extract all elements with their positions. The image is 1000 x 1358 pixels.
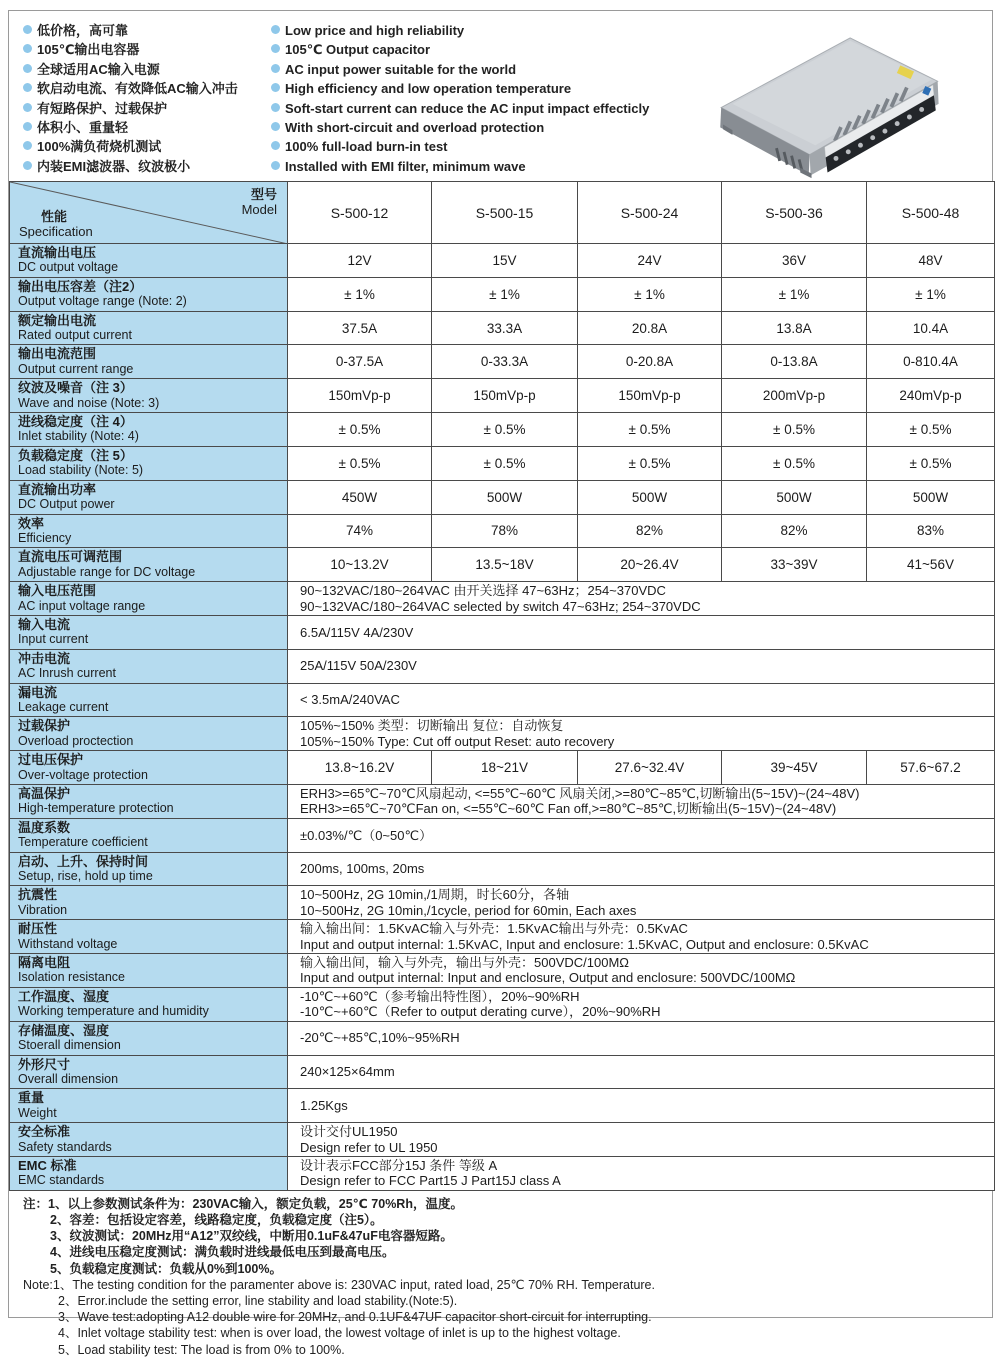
model-label-en: Model [241, 202, 277, 217]
value-cell: ± 0.5% [578, 413, 722, 447]
table-row [10, 514, 995, 548]
feature-item [23, 118, 271, 137]
note-line: Note:1、The testing condition for the paramenter above is: 230VAC input, rated load, 25℃ 70% RH. Temperature. [23, 1277, 655, 1292]
page-frame [8, 10, 993, 1357]
model-column-header: S-500-48 [867, 182, 995, 244]
row-label [10, 683, 288, 717]
value-cell: 37.5A [288, 311, 432, 345]
row-label-en: Weight [18, 1105, 57, 1120]
row-label-en: AC input voltage range [18, 598, 146, 613]
row-label-en: Rated output current [18, 328, 132, 343]
row-label-cn: 重量 [18, 1090, 45, 1106]
row-label-en: Overload proctection [18, 733, 134, 748]
row-label-cn: 漏电流 [18, 684, 58, 700]
span-value-line: 90~132VAC/180~264VAC 由开关选择 47~63Hz；254~370VDC [300, 583, 666, 599]
value-cell: ± 0.5% [722, 446, 867, 480]
row-label-en: DC Output power [18, 497, 115, 512]
row-label-cn: 外形尺寸 [18, 1056, 71, 1072]
table-row [10, 920, 995, 954]
value-cell: 500W [722, 480, 867, 514]
value-cell: ± 0.5% [432, 446, 578, 480]
feature-text: Soft-start current can reduce the AC input impact effecticly [285, 100, 650, 116]
value-cell: 0-37.5A [288, 345, 432, 379]
value-cell: ± 1% [722, 277, 867, 311]
value-cell: 83% [867, 514, 995, 548]
value-cell: 0-13.8A [722, 345, 867, 379]
model-column-header: S-500-36 [722, 182, 867, 244]
row-label [10, 615, 288, 649]
table-row [10, 649, 995, 683]
span-value-line: 输入输出间：1.5KvAC输入与外壳：1.5KvAC输出与外壳：0.5KvAC [300, 921, 688, 937]
note-line: 4、进线电压稳定度测试：满负载时进线最低电压到最高电压。 [50, 1245, 395, 1260]
table-row [10, 1089, 995, 1123]
row-label [10, 886, 288, 920]
feature-text: Installed with EMI filter, minimum wave [285, 158, 526, 174]
bullet-icon [23, 64, 32, 73]
row-label-cn: 抗震性 [18, 887, 58, 903]
row-label-en: Output current range [18, 361, 134, 376]
spec-table-body [10, 244, 995, 1191]
span-value-cell [288, 954, 995, 988]
row-label-en: Safety standards [18, 1139, 112, 1154]
row-label [10, 514, 288, 548]
span-value-line: Input and output internal: Input and enclosure, Output and enclosure: 500VDC/100MΩ [300, 970, 796, 986]
value-cell: 74% [288, 514, 432, 548]
note-line: 5、负载稳定度测试：负载从0%到100%。 [50, 1261, 282, 1276]
span-value-cell [288, 1055, 995, 1089]
row-label-cn: 直流输出功率 [18, 481, 97, 497]
row-label-cn: 纹波及噪音（注 3） [18, 380, 133, 396]
row-label [10, 277, 288, 311]
value-cell: 15V [432, 244, 578, 278]
feature-text: 105℃ Output capacitor [285, 42, 431, 58]
span-value-line: ±0.03%/℃（0~50℃） [300, 827, 433, 843]
row-label [10, 244, 288, 278]
table-row [10, 717, 995, 751]
row-label [10, 785, 288, 819]
value-cell: 20.8A [578, 311, 722, 345]
row-label-cn: 冲击电流 [18, 650, 71, 666]
span-value-line: 90~132VAC/180~264VAC selected by switch 47~63Hz; 254~370VDC [300, 598, 701, 614]
value-cell: 10~13.2V [288, 548, 432, 582]
row-label-cn: 过电压保护 [18, 752, 84, 768]
row-label [10, 413, 288, 447]
row-label-en: DC output voltage [18, 260, 119, 275]
row-label-cn: 效率 [18, 515, 45, 531]
row-label [10, 1123, 288, 1157]
row-label-en: Load stability (Note: 5) [18, 463, 144, 478]
note-line: 2、Error.include the setting error, line stability and load stability.(Note:5). [58, 1293, 458, 1308]
model-label-cn: 型号 [250, 187, 277, 202]
row-label [10, 582, 288, 616]
row-label-en: Adjustable range for DC voltage [18, 564, 196, 579]
value-cell: 24V [578, 244, 722, 278]
row-label-cn: 温度系数 [18, 819, 71, 835]
spec-label-en: Specification [19, 224, 93, 239]
feature-text: With short-circuit and overload protection [285, 120, 545, 136]
feature-text: High efficiency and low operation temperature [285, 81, 572, 97]
bullet-icon [23, 83, 32, 92]
span-value-line: ERH3>=65℃~70℃风扇起动, <=55℃~60℃ 风扇关闭,>=80℃~85℃,切断输出(5~15V)~(24~48V) [300, 786, 860, 801]
feature-text: 体积小、重量轻 [37, 120, 129, 136]
table-row [10, 1021, 995, 1055]
feature-text: 全球适用AC输入电源 [37, 61, 160, 77]
row-label-en: EMC standards [18, 1173, 105, 1188]
bullet-icon [271, 141, 280, 150]
span-value-cell [288, 615, 995, 649]
row-label [10, 480, 288, 514]
row-label-cn: EMC 标准 [18, 1157, 77, 1173]
table-header-row [10, 182, 995, 244]
spec-label-cn: 性能 [41, 209, 68, 224]
feature-item [23, 60, 271, 79]
bullet-icon [271, 25, 280, 34]
span-value-line: Design refer to UL 1950 [300, 1139, 438, 1155]
value-cell: 27.6~32.4V [578, 751, 722, 785]
span-value-cell [288, 649, 995, 683]
feature-list-cn [23, 21, 271, 181]
span-value-line: 输入输出间，输入与外壳，输出与外壳：500VDC/100MΩ [300, 955, 629, 971]
bullet-icon [23, 141, 32, 150]
feature-item [23, 21, 271, 40]
bullet-icon [271, 122, 280, 131]
row-label-en: High-temperature protection [18, 801, 174, 816]
feature-item [271, 21, 686, 40]
feature-item [271, 79, 686, 98]
row-label-cn: 进线稳定度（注 4） [18, 414, 133, 430]
note-line: 3、纹波测试：20MHz用“A12”双绞线，中断用0.1uF&47uF电容器短路。 [50, 1229, 453, 1244]
table-row [10, 582, 995, 616]
value-cell: 13.5~18V [432, 548, 578, 582]
table-row [10, 785, 995, 819]
table-row [10, 1156, 995, 1190]
feature-item [271, 99, 686, 118]
value-cell: ± 0.5% [578, 446, 722, 480]
table-row [10, 277, 995, 311]
value-cell: 0-33.3A [432, 345, 578, 379]
row-label-en: Setup, rise, hold up time [18, 869, 153, 884]
table-row [10, 345, 995, 379]
span-value-cell [288, 1089, 995, 1123]
value-cell: ± 0.5% [288, 413, 432, 447]
value-cell: 20~26.4V [578, 548, 722, 582]
value-cell: 39~45V [722, 751, 867, 785]
span-value-line: 1.25Kgs [300, 1098, 348, 1114]
feature-text: 软启动电流、有效降低AC输入冲击 [37, 81, 238, 97]
row-label-cn: 直流输出电压 [18, 245, 97, 260]
row-label-en: Overall dimension [18, 1071, 119, 1086]
model-column-header: S-500-12 [288, 182, 432, 244]
row-label [10, 446, 288, 480]
row-label-en: Temperature coefficient [18, 835, 148, 850]
row-label-en: Stoerall dimension [18, 1038, 121, 1053]
bullet-icon [23, 44, 32, 53]
value-cell: 240mVp-p [867, 379, 995, 413]
table-row [10, 480, 995, 514]
feature-item [23, 157, 271, 176]
value-cell: 500W [867, 480, 995, 514]
table-row [10, 413, 995, 447]
row-label [10, 717, 288, 751]
span-value-line: 200ms, 100ms, 20ms [300, 861, 425, 877]
span-value-line: 105%~150% 类型：切断输出 复位：自动恢复 [300, 718, 564, 734]
value-cell: 13.8~16.2V [288, 751, 432, 785]
row-label-en: Vibration [18, 902, 68, 917]
feature-text: 有短路保护、过载保护 [37, 100, 168, 116]
value-cell: 82% [578, 514, 722, 548]
row-label-cn: 输入电压范围 [18, 583, 97, 599]
row-label-cn: 高温保护 [18, 786, 71, 801]
value-cell: 41~56V [867, 548, 995, 582]
row-label-cn: 安全标准 [18, 1124, 71, 1140]
power-supply-photo [686, 21, 986, 181]
feature-item [23, 137, 271, 156]
value-cell: ± 0.5% [867, 446, 995, 480]
row-label-cn: 输入电流 [18, 616, 71, 632]
bullet-icon [271, 161, 280, 170]
row-label-cn: 启动、上升、保持时间 [18, 853, 149, 869]
span-value-cell [288, 818, 995, 852]
table-row [10, 379, 995, 413]
bullet-icon [271, 64, 280, 73]
row-label-cn: 额定输出电流 [18, 312, 97, 328]
value-cell: 0-20.8A [578, 345, 722, 379]
span-value-cell [288, 785, 995, 819]
feature-item [271, 157, 686, 176]
value-cell: 57.6~67.2 [867, 751, 995, 785]
table-row [10, 615, 995, 649]
value-cell: 0-810.4A [867, 345, 995, 379]
model-column-header: S-500-24 [578, 182, 722, 244]
bullet-icon [271, 103, 280, 112]
features-section [9, 11, 992, 181]
table-row [10, 751, 995, 785]
power-supply-image [686, 21, 986, 181]
row-label [10, 954, 288, 988]
feature-text: 内装EMI滤波器、纹波极小 [37, 158, 191, 174]
note-line: 2、容差：包括设定容差，线路稳定度，负载稳定度（注5）。 [50, 1212, 383, 1227]
spec-table [9, 181, 995, 1191]
span-value-line: 设计表示FCC部分15J 条件 等级 A [300, 1157, 498, 1173]
note-line: 5、Load stability test: The load is from 0% to 100%. [58, 1342, 345, 1357]
span-value-line: 10~500Hz, 2G 10min,/1cycle, period for 60min, Each axes [300, 902, 637, 918]
feature-item [271, 137, 686, 156]
span-value-line: -10℃~+60℃（参考输出特性图），20%~90%RH [300, 988, 580, 1004]
span-value-line: 240×125×64mm [300, 1064, 395, 1080]
value-cell: 78% [432, 514, 578, 548]
span-value-cell [288, 987, 995, 1021]
feature-text: AC input power suitable for the world [285, 61, 517, 77]
row-label [10, 1021, 288, 1055]
table-row [10, 818, 995, 852]
row-label [10, 649, 288, 683]
span-value-line: ERH3>=65℃~70℃Fan on, <=55℃~60℃ Fan off,>=80℃~85℃,切断输出(5~15V)~(24~48V) [300, 801, 837, 817]
row-label-en: Leakage current [18, 699, 109, 714]
span-value-cell [288, 852, 995, 886]
row-label [10, 1055, 288, 1089]
table-row [10, 987, 995, 1021]
bullet-icon [23, 122, 32, 131]
row-label [10, 1156, 288, 1190]
note-line: 4、Inlet voltage stability test: when is over load, the lowest voltage of inlet is up to the highest voltage. [58, 1326, 621, 1341]
feature-item [23, 40, 271, 59]
table-row [10, 446, 995, 480]
table-row [10, 244, 995, 278]
table-row [10, 1055, 995, 1089]
value-cell: 13.8A [722, 311, 867, 345]
value-cell: ± 0.5% [288, 446, 432, 480]
span-value-line: 105%~150% Type: Cut off output Reset: auto recovery [300, 733, 615, 749]
row-label-cn: 输出电压容差（注2） [18, 278, 143, 294]
span-value-line: 6.5A/115V 4A/230V [300, 624, 414, 640]
spec-axis-label [19, 209, 93, 239]
feature-text: Low price and high reliability [285, 23, 465, 38]
value-cell: 450W [288, 480, 432, 514]
row-label-en: Withstand voltage [18, 936, 118, 951]
table-row [10, 886, 995, 920]
value-cell: 150mVp-p [578, 379, 722, 413]
value-cell: 12V [288, 244, 432, 278]
bullet-icon [271, 83, 280, 92]
row-label [10, 818, 288, 852]
value-cell: 150mVp-p [288, 379, 432, 413]
span-value-cell [288, 1156, 995, 1190]
span-value-cell [288, 582, 995, 616]
row-label-en: Inlet stability (Note: 4) [18, 429, 139, 444]
value-cell: 36V [722, 244, 867, 278]
row-label-cn: 工作温度、湿度 [18, 988, 110, 1004]
span-value-line: 25A/115V 50A/230V [300, 658, 417, 674]
bullet-icon [23, 103, 32, 112]
span-value-line: -20℃~+85℃,10%~95%RH [300, 1030, 460, 1046]
value-cell: 48V [867, 244, 995, 278]
table-row [10, 954, 995, 988]
value-cell: 500W [578, 480, 722, 514]
value-cell: ± 0.5% [722, 413, 867, 447]
value-cell: ± 1% [578, 277, 722, 311]
row-label-en: Input current [18, 632, 89, 647]
value-cell: 150mVp-p [432, 379, 578, 413]
table-row [10, 852, 995, 886]
span-value-cell [288, 920, 995, 954]
row-label [10, 548, 288, 582]
note-line: 注：1、以上参数测试条件为：230VAC输入，额定负载，25℃ 70%Rh，温度。 [23, 1196, 463, 1211]
span-value-line: 10~500Hz, 2G 10min,/1周期，时长60分，各轴 [300, 887, 570, 903]
value-cell: 200mVp-p [722, 379, 867, 413]
span-value-line: < 3.5mA/240VAC [300, 692, 400, 708]
row-label-cn: 过载保护 [18, 718, 71, 734]
row-label [10, 987, 288, 1021]
row-label [10, 345, 288, 379]
value-cell: ± 0.5% [432, 413, 578, 447]
notes-section [9, 1191, 992, 1358]
span-value-line: -10℃~+60℃（Refer to output derating curve），20%~90%RH [300, 1004, 661, 1020]
value-cell: 18~21V [432, 751, 578, 785]
span-value-line: Design refer to FCC Part15 J Part15J class A [300, 1173, 561, 1189]
feature-text: 低价格，高可靠 [37, 23, 129, 38]
row-label-en: Isolation resistance [18, 970, 126, 985]
row-label-cn: 输出电流范围 [18, 346, 97, 362]
row-label-cn: 直流电压可调范围 [18, 549, 123, 565]
row-label-en: Over-voltage protection [18, 767, 148, 782]
value-cell: 500W [432, 480, 578, 514]
value-cell: ± 0.5% [867, 413, 995, 447]
table-row [10, 311, 995, 345]
row-label [10, 920, 288, 954]
row-label-en: Working temperature and humidity [18, 1004, 209, 1019]
feature-item [23, 79, 271, 98]
row-label [10, 751, 288, 785]
model-column-header: S-500-15 [432, 182, 578, 244]
feature-item [271, 40, 686, 59]
feature-item [23, 99, 271, 118]
span-value-cell [288, 1123, 995, 1157]
row-label-cn: 存储温度、湿度 [18, 1022, 110, 1038]
row-label [10, 311, 288, 345]
row-label [10, 852, 288, 886]
row-label-cn: 隔离电阻 [18, 955, 71, 971]
row-label-en: Wave and noise (Note: 3) [18, 395, 160, 410]
bullet-icon [23, 25, 32, 34]
bullet-icon [23, 161, 32, 170]
value-cell: ± 1% [432, 277, 578, 311]
row-label [10, 379, 288, 413]
value-cell: ± 1% [867, 277, 995, 311]
diagonal-header-cell [10, 182, 288, 244]
row-label-en: AC Inrush current [18, 666, 116, 681]
feature-item [271, 60, 686, 79]
value-cell: 33~39V [722, 548, 867, 582]
bullet-icon [271, 44, 280, 53]
row-label-cn: 负载稳定度（注 5） [18, 447, 133, 463]
model-axis-label [242, 187, 277, 217]
feature-text: 100%满负荷烧机测试 [37, 139, 162, 155]
note-line: 3、Wave test:adopting A12 double wire for 20MHz, and 0.1UF&47UF capacitor short-circuit for interrupting. [58, 1310, 652, 1325]
span-value-cell [288, 886, 995, 920]
span-value-cell [288, 683, 995, 717]
value-cell: 33.3A [432, 311, 578, 345]
feature-text: 105℃输出电容器 [37, 42, 140, 58]
value-cell: 82% [722, 514, 867, 548]
feature-item [271, 118, 686, 137]
row-label-en: Output voltage range (Note: 2) [18, 294, 187, 309]
span-value-cell [288, 717, 995, 751]
value-cell: 10.4A [867, 311, 995, 345]
feature-text: 100% full-load burn-in test [285, 139, 448, 155]
row-label-en: Efficiency [18, 530, 72, 545]
value-cell: ± 1% [288, 277, 432, 311]
table-row [10, 548, 995, 582]
row-label [10, 1089, 288, 1123]
row-label-cn: 耐压性 [18, 921, 58, 937]
feature-list-en [271, 21, 686, 181]
span-value-cell [288, 1021, 995, 1055]
table-row [10, 1123, 995, 1157]
span-value-line: Input and output internal: 1.5KvAC, Input and enclosure: 1.5KvAC, Output and enclosure: 0.5KvAC [300, 936, 869, 952]
table-row [10, 683, 995, 717]
span-value-line: 设计交付UL1950 [300, 1124, 398, 1140]
